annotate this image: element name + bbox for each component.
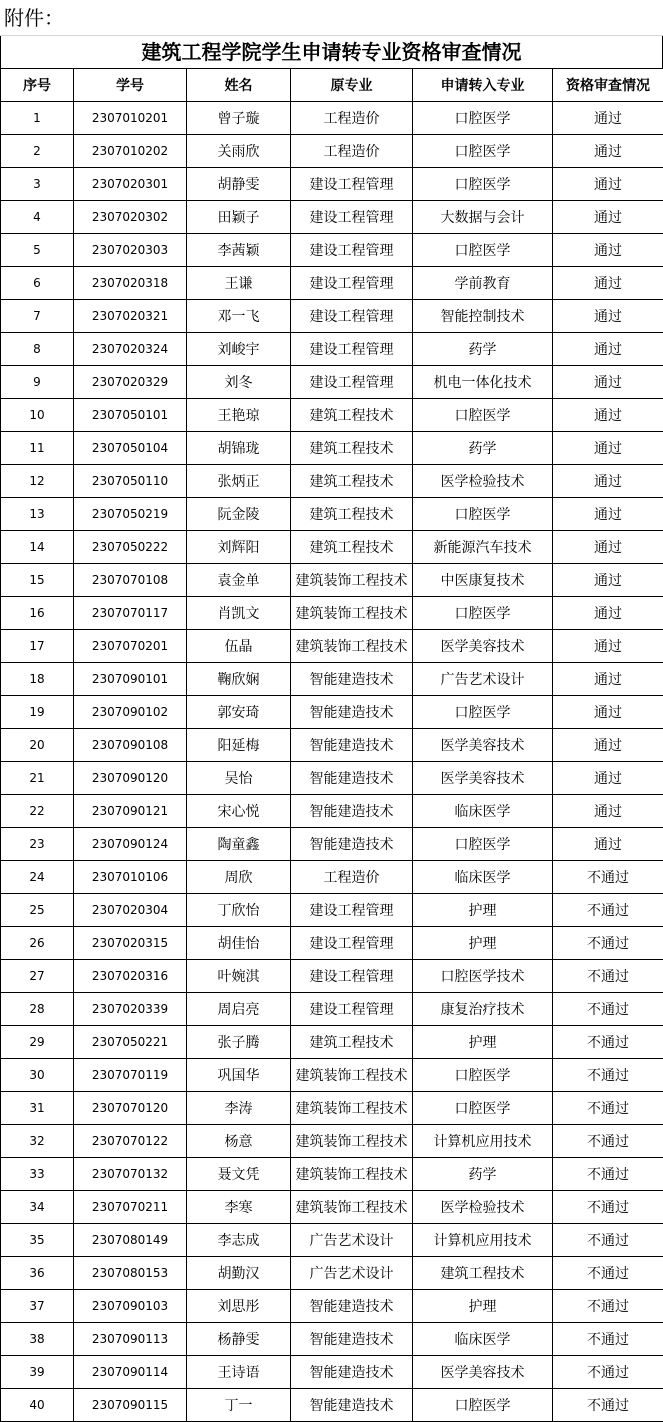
student-name-cell: 曾子璇 — [187, 102, 291, 135]
original-major-cell: 智能建造技术 — [291, 828, 413, 861]
target-major-cell: 临床医学 — [413, 795, 553, 828]
target-major-cell: 护理 — [413, 1026, 553, 1059]
table-header — [1, 69, 663, 102]
review-result-cell: 通过 — [553, 168, 663, 201]
student-name-cell: 张炳正 — [187, 465, 291, 498]
table-row — [1, 1191, 663, 1224]
serial-cell: 13 — [1, 498, 74, 531]
target-major-cell: 医学美容技术 — [413, 729, 553, 762]
serial-cell: 4 — [1, 201, 74, 234]
student-name-cell: 田颖子 — [187, 201, 291, 234]
target-major-cell: 医学检验技术 — [413, 465, 553, 498]
serial-cell: 5 — [1, 234, 74, 267]
table-row — [1, 729, 663, 762]
original-major-cell: 建设工程管理 — [291, 168, 413, 201]
review-result-cell: 通过 — [553, 432, 663, 465]
original-major-cell: 建筑工程技术 — [291, 432, 413, 465]
original-major-cell: 建筑装饰工程技术 — [291, 1191, 413, 1224]
student-id-cell: 2307020316 — [74, 960, 187, 993]
original-major-cell: 智能建造技术 — [291, 1389, 413, 1422]
student-id-cell: 2307050221 — [74, 1026, 187, 1059]
original-major-cell: 建设工程管理 — [291, 366, 413, 399]
student-id-cell: 2307090108 — [74, 729, 187, 762]
target-major-cell: 口腔医学 — [413, 597, 553, 630]
student-id-cell: 2307020329 — [74, 366, 187, 399]
table-row — [1, 795, 663, 828]
table-row — [1, 531, 663, 564]
serial-cell: 28 — [1, 993, 74, 1026]
student-name-cell: 张子腾 — [187, 1026, 291, 1059]
student-name-cell: 李志成 — [187, 1224, 291, 1257]
student-id-cell: 2307070211 — [74, 1191, 187, 1224]
target-major-cell: 口腔医学 — [413, 1389, 553, 1422]
serial-cell: 20 — [1, 729, 74, 762]
table-row — [1, 960, 663, 993]
target-major-cell: 新能源汽车技术 — [413, 531, 553, 564]
review-result-cell: 不通过 — [553, 1092, 663, 1125]
table-row — [1, 663, 663, 696]
review-result-cell: 通过 — [553, 102, 663, 135]
table-row — [1, 201, 663, 234]
serial-cell: 35 — [1, 1224, 74, 1257]
student-id-cell: 2307020315 — [74, 927, 187, 960]
serial-cell: 22 — [1, 795, 74, 828]
table-row — [1, 465, 663, 498]
review-result-cell: 通过 — [553, 729, 663, 762]
student-id-cell: 2307090103 — [74, 1290, 187, 1323]
student-name-cell: 王谦 — [187, 267, 291, 300]
original-major-cell: 建设工程管理 — [291, 300, 413, 333]
serial-cell: 19 — [1, 696, 74, 729]
review-result-cell: 通过 — [553, 696, 663, 729]
review-result-cell: 不通过 — [553, 1059, 663, 1092]
student-id-cell: 2307090124 — [74, 828, 187, 861]
student-name-cell: 刘思彤 — [187, 1290, 291, 1323]
target-major-cell: 医学美容技术 — [413, 762, 553, 795]
student-id-cell: 2307050110 — [74, 465, 187, 498]
target-major-cell: 建筑工程技术 — [413, 1257, 553, 1290]
review-result-cell: 通过 — [553, 135, 663, 168]
student-name-cell: 胡静雯 — [187, 168, 291, 201]
serial-cell: 3 — [1, 168, 74, 201]
review-result-cell: 通过 — [553, 201, 663, 234]
target-major-cell: 口腔医学 — [413, 498, 553, 531]
review-result-cell: 通过 — [553, 663, 663, 696]
review-result-cell: 不通过 — [553, 1356, 663, 1389]
target-major-cell: 广告艺术设计 — [413, 663, 553, 696]
column-header-name: 姓名 — [187, 69, 291, 102]
review-result-cell: 不通过 — [553, 1290, 663, 1323]
student-name-cell: 杨意 — [187, 1125, 291, 1158]
table-row — [1, 762, 663, 795]
table-row — [1, 168, 663, 201]
table-row — [1, 135, 663, 168]
student-id-cell: 2307070120 — [74, 1092, 187, 1125]
student-id-cell: 2307020303 — [74, 234, 187, 267]
serial-cell: 33 — [1, 1158, 74, 1191]
serial-cell: 15 — [1, 564, 74, 597]
serial-cell: 10 — [1, 399, 74, 432]
table-row — [1, 234, 663, 267]
review-result-cell: 不通过 — [553, 1125, 663, 1158]
student-name-cell: 丁欣怡 — [187, 894, 291, 927]
table-row — [1, 399, 663, 432]
table-row — [1, 102, 663, 135]
table-row — [1, 333, 663, 366]
table-row — [1, 1125, 663, 1158]
original-major-cell: 建筑工程技术 — [291, 399, 413, 432]
target-major-cell: 计算机应用技术 — [413, 1224, 553, 1257]
original-major-cell: 建筑工程技术 — [291, 531, 413, 564]
table-row — [1, 1059, 663, 1092]
student-id-cell: 2307020324 — [74, 333, 187, 366]
column-header-original-major: 原专业 — [291, 69, 413, 102]
student-name-cell: 叶婉淇 — [187, 960, 291, 993]
serial-cell: 17 — [1, 630, 74, 663]
serial-cell: 38 — [1, 1323, 74, 1356]
target-major-cell: 口腔医学 — [413, 1059, 553, 1092]
student-name-cell: 周启亮 — [187, 993, 291, 1026]
serial-cell: 2 — [1, 135, 74, 168]
serial-cell: 24 — [1, 861, 74, 894]
table-row — [1, 696, 663, 729]
serial-cell: 40 — [1, 1389, 74, 1422]
original-major-cell: 建设工程管理 — [291, 333, 413, 366]
table-row — [1, 1290, 663, 1323]
table-row — [1, 1356, 663, 1389]
review-result-cell: 不通过 — [553, 993, 663, 1026]
student-name-cell: 王艳琼 — [187, 399, 291, 432]
target-major-cell: 智能控制技术 — [413, 300, 553, 333]
student-id-cell: 2307020301 — [74, 168, 187, 201]
serial-cell: 14 — [1, 531, 74, 564]
review-result-cell: 通过 — [553, 366, 663, 399]
target-major-cell: 护理 — [413, 1290, 553, 1323]
table-row — [1, 300, 663, 333]
review-result-cell: 通过 — [553, 399, 663, 432]
student-name-cell: 邓一飞 — [187, 300, 291, 333]
original-major-cell: 建筑装饰工程技术 — [291, 1125, 413, 1158]
student-id-cell: 2307050219 — [74, 498, 187, 531]
table-row — [1, 267, 663, 300]
serial-cell: 29 — [1, 1026, 74, 1059]
original-major-cell: 建筑装饰工程技术 — [291, 597, 413, 630]
serial-cell: 12 — [1, 465, 74, 498]
header-row — [1, 69, 663, 102]
student-name-cell: 杨静雯 — [187, 1323, 291, 1356]
table-row — [1, 1323, 663, 1356]
target-major-cell: 中医康复技术 — [413, 564, 553, 597]
original-major-cell: 智能建造技术 — [291, 729, 413, 762]
attachment-label: 附件： — [0, 0, 663, 36]
serial-cell: 16 — [1, 597, 74, 630]
student-id-cell: 2307070132 — [74, 1158, 187, 1191]
review-result-cell: 不通过 — [553, 1026, 663, 1059]
table-row — [1, 597, 663, 630]
review-result-cell: 通过 — [553, 465, 663, 498]
target-major-cell: 口腔医学 — [413, 399, 553, 432]
page-title: 建筑工程学院学生申请转专业资格审查情况 — [0, 36, 663, 68]
serial-cell: 8 — [1, 333, 74, 366]
target-major-cell: 计算机应用技术 — [413, 1125, 553, 1158]
serial-cell: 9 — [1, 366, 74, 399]
review-result-cell: 通过 — [553, 630, 663, 663]
original-major-cell: 建设工程管理 — [291, 267, 413, 300]
student-name-cell: 刘冬 — [187, 366, 291, 399]
student-id-cell: 2307020304 — [74, 894, 187, 927]
student-id-cell: 2307010201 — [74, 102, 187, 135]
review-result-cell: 通过 — [553, 300, 663, 333]
original-major-cell: 智能建造技术 — [291, 795, 413, 828]
table-row — [1, 861, 663, 894]
table-row — [1, 564, 663, 597]
target-major-cell: 口腔医学 — [413, 828, 553, 861]
student-name-cell: 李茜颖 — [187, 234, 291, 267]
student-id-cell: 2307050222 — [74, 531, 187, 564]
student-id-cell: 2307070108 — [74, 564, 187, 597]
review-result-cell: 通过 — [553, 267, 663, 300]
target-major-cell: 临床医学 — [413, 861, 553, 894]
original-major-cell: 智能建造技术 — [291, 696, 413, 729]
student-name-cell: 丁一 — [187, 1389, 291, 1422]
serial-cell: 21 — [1, 762, 74, 795]
student-id-cell: 2307090121 — [74, 795, 187, 828]
review-result-cell: 不通过 — [553, 894, 663, 927]
serial-cell: 1 — [1, 102, 74, 135]
table-body — [1, 102, 663, 1422]
student-id-cell: 2307050104 — [74, 432, 187, 465]
review-result-cell: 不通过 — [553, 927, 663, 960]
original-major-cell: 建筑工程技术 — [291, 498, 413, 531]
serial-cell: 23 — [1, 828, 74, 861]
serial-cell: 30 — [1, 1059, 74, 1092]
student-name-cell: 郭安琦 — [187, 696, 291, 729]
table-row — [1, 498, 663, 531]
target-major-cell: 学前教育 — [413, 267, 553, 300]
original-major-cell: 建设工程管理 — [291, 201, 413, 234]
student-id-cell: 2307010106 — [74, 861, 187, 894]
original-major-cell: 智能建造技术 — [291, 762, 413, 795]
student-name-cell: 刘辉阳 — [187, 531, 291, 564]
student-name-cell: 聂文凭 — [187, 1158, 291, 1191]
serial-cell: 31 — [1, 1092, 74, 1125]
review-result-cell: 通过 — [553, 531, 663, 564]
review-result-cell: 不通过 — [553, 1224, 663, 1257]
table-row — [1, 1158, 663, 1191]
student-id-cell: 2307090102 — [74, 696, 187, 729]
target-major-cell: 药学 — [413, 333, 553, 366]
target-major-cell: 医学美容技术 — [413, 1356, 553, 1389]
student-id-cell: 2307010202 — [74, 135, 187, 168]
serial-cell: 26 — [1, 927, 74, 960]
target-major-cell: 护理 — [413, 927, 553, 960]
student-id-cell: 2307020318 — [74, 267, 187, 300]
serial-cell: 32 — [1, 1125, 74, 1158]
table-row — [1, 1026, 663, 1059]
original-major-cell: 建设工程管理 — [291, 927, 413, 960]
original-major-cell: 智能建造技术 — [291, 663, 413, 696]
student-id-cell: 2307050101 — [74, 399, 187, 432]
student-id-cell: 2307080149 — [74, 1224, 187, 1257]
student-id-cell: 2307020339 — [74, 993, 187, 1026]
review-result-cell: 不通过 — [553, 960, 663, 993]
review-result-cell: 通过 — [553, 234, 663, 267]
review-result-cell: 通过 — [553, 597, 663, 630]
target-major-cell: 药学 — [413, 1158, 553, 1191]
original-major-cell: 建设工程管理 — [291, 960, 413, 993]
table-row — [1, 828, 663, 861]
review-result-cell: 不通过 — [553, 861, 663, 894]
student-name-cell: 李寒 — [187, 1191, 291, 1224]
review-result-cell: 通过 — [553, 498, 663, 531]
table-row — [1, 1092, 663, 1125]
target-major-cell: 机电一体化技术 — [413, 366, 553, 399]
student-id-cell: 2307070201 — [74, 630, 187, 663]
table-row — [1, 993, 663, 1026]
review-result-cell: 不通过 — [553, 1257, 663, 1290]
target-major-cell: 药学 — [413, 432, 553, 465]
target-major-cell: 临床医学 — [413, 1323, 553, 1356]
target-major-cell: 护理 — [413, 894, 553, 927]
original-major-cell: 建筑装饰工程技术 — [291, 630, 413, 663]
table-row — [1, 366, 663, 399]
review-result-cell: 通过 — [553, 333, 663, 366]
serial-cell: 7 — [1, 300, 74, 333]
review-result-cell: 通过 — [553, 828, 663, 861]
student-name-cell: 周欣 — [187, 861, 291, 894]
student-id-cell: 2307090114 — [74, 1356, 187, 1389]
original-major-cell: 广告艺术设计 — [291, 1224, 413, 1257]
column-header-target-major: 申请转入专业 — [413, 69, 553, 102]
student-id-cell: 2307070122 — [74, 1125, 187, 1158]
table-row — [1, 927, 663, 960]
serial-cell: 36 — [1, 1257, 74, 1290]
student-name-cell: 袁金单 — [187, 564, 291, 597]
student-id-cell: 2307020302 — [74, 201, 187, 234]
student-id-cell: 2307090101 — [74, 663, 187, 696]
target-major-cell: 口腔医学技术 — [413, 960, 553, 993]
serial-cell: 6 — [1, 267, 74, 300]
student-name-cell: 伍晶 — [187, 630, 291, 663]
student-name-cell: 李涛 — [187, 1092, 291, 1125]
target-major-cell: 医学美容技术 — [413, 630, 553, 663]
target-major-cell: 医学检验技术 — [413, 1191, 553, 1224]
serial-cell: 11 — [1, 432, 74, 465]
target-major-cell: 口腔医学 — [413, 102, 553, 135]
original-major-cell: 建筑工程技术 — [291, 1026, 413, 1059]
target-major-cell: 口腔医学 — [413, 1092, 553, 1125]
review-result-cell: 不通过 — [553, 1191, 663, 1224]
table-row — [1, 1257, 663, 1290]
serial-cell: 39 — [1, 1356, 74, 1389]
original-major-cell: 工程造价 — [291, 102, 413, 135]
original-major-cell: 工程造价 — [291, 135, 413, 168]
column-header-review-result: 资格审查情况 — [553, 69, 663, 102]
student-name-cell: 关雨欣 — [187, 135, 291, 168]
student-id-cell: 2307090115 — [74, 1389, 187, 1422]
student-id-cell: 2307070117 — [74, 597, 187, 630]
target-major-cell: 口腔医学 — [413, 696, 553, 729]
student-name-cell: 阳延梅 — [187, 729, 291, 762]
student-id-cell: 2307090113 — [74, 1323, 187, 1356]
target-major-cell: 大数据与会计 — [413, 201, 553, 234]
serial-cell: 34 — [1, 1191, 74, 1224]
serial-cell: 25 — [1, 894, 74, 927]
review-result-cell: 不通过 — [553, 1389, 663, 1422]
target-major-cell: 口腔医学 — [413, 234, 553, 267]
student-name-cell: 胡勤汉 — [187, 1257, 291, 1290]
original-major-cell: 工程造价 — [291, 861, 413, 894]
student-name-cell: 巩国华 — [187, 1059, 291, 1092]
student-id-cell: 2307070119 — [74, 1059, 187, 1092]
review-result-cell: 不通过 — [553, 1158, 663, 1191]
original-major-cell: 智能建造技术 — [291, 1290, 413, 1323]
original-major-cell: 广告艺术设计 — [291, 1257, 413, 1290]
review-result-cell: 通过 — [553, 762, 663, 795]
original-major-cell: 智能建造技术 — [291, 1323, 413, 1356]
table-row — [1, 1389, 663, 1422]
original-major-cell: 建筑装饰工程技术 — [291, 1059, 413, 1092]
student-name-cell: 胡锦珑 — [187, 432, 291, 465]
table-row — [1, 1224, 663, 1257]
student-name-cell: 胡佳怡 — [187, 927, 291, 960]
target-major-cell: 口腔医学 — [413, 168, 553, 201]
serial-cell: 27 — [1, 960, 74, 993]
student-name-cell: 陶童鑫 — [187, 828, 291, 861]
original-major-cell: 建筑装饰工程技术 — [291, 1092, 413, 1125]
table-row — [1, 432, 663, 465]
table-row — [1, 894, 663, 927]
table-row — [1, 630, 663, 663]
review-table — [0, 68, 663, 1422]
student-name-cell: 阮金陵 — [187, 498, 291, 531]
column-header-serial: 序号 — [1, 69, 74, 102]
student-id-cell: 2307090120 — [74, 762, 187, 795]
original-major-cell: 智能建造技术 — [291, 1356, 413, 1389]
original-major-cell: 建设工程管理 — [291, 993, 413, 1026]
target-major-cell: 康复治疗技术 — [413, 993, 553, 1026]
student-name-cell: 吴怡 — [187, 762, 291, 795]
target-major-cell: 口腔医学 — [413, 135, 553, 168]
serial-cell: 18 — [1, 663, 74, 696]
review-result-cell: 不通过 — [553, 1323, 663, 1356]
student-name-cell: 刘峻宇 — [187, 333, 291, 366]
original-major-cell: 建筑工程技术 — [291, 465, 413, 498]
student-name-cell: 肖凯文 — [187, 597, 291, 630]
original-major-cell: 建设工程管理 — [291, 894, 413, 927]
review-result-cell: 通过 — [553, 795, 663, 828]
serial-cell: 37 — [1, 1290, 74, 1323]
student-id-cell: 2307080153 — [74, 1257, 187, 1290]
original-major-cell: 建设工程管理 — [291, 234, 413, 267]
student-name-cell: 宋心悦 — [187, 795, 291, 828]
student-id-cell: 2307020321 — [74, 300, 187, 333]
column-header-student-id: 学号 — [74, 69, 187, 102]
original-major-cell: 建筑装饰工程技术 — [291, 564, 413, 597]
original-major-cell: 建筑装饰工程技术 — [291, 1158, 413, 1191]
student-name-cell: 鞠欣娴 — [187, 663, 291, 696]
review-result-cell: 通过 — [553, 564, 663, 597]
student-name-cell: 王诗语 — [187, 1356, 291, 1389]
